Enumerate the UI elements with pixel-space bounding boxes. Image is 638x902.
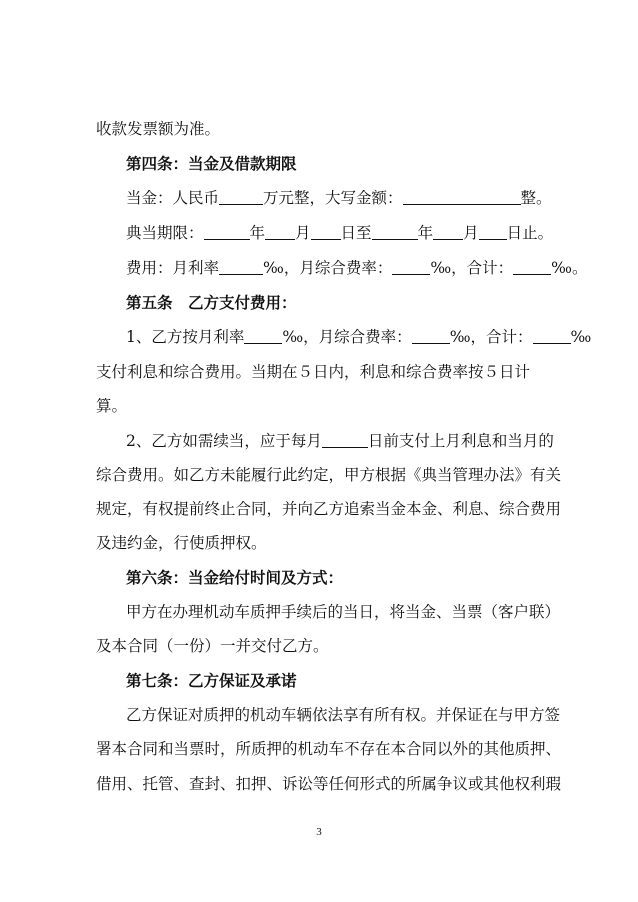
- amount-blank: [219, 188, 263, 205]
- article-7-line-1: 乙方保证对质押的机动车辆依法享有所有权。并保证在与甲方签: [126, 706, 561, 724]
- total-rate-blank: [513, 258, 551, 275]
- article-7-line-2: 署本合同和当票时，所质押的机动车不存在本合同以外的其他质押、: [96, 740, 562, 758]
- clause-1-line-3: 算。: [96, 397, 128, 415]
- total-rate-blank: [533, 327, 571, 344]
- article-6-heading: 第六条：当金给付时间及方式：: [126, 568, 344, 587]
- monthly-rate-blank: [219, 258, 263, 275]
- paragraph-line: 收款发票额为准。: [96, 120, 221, 138]
- article-7-line-3: 借用、托管、查封、扣押、诉讼等任何形式的所属争议或其他权利瑕: [96, 775, 562, 793]
- article-4-heading: 第四条：当金及借款期限: [126, 154, 297, 173]
- day-blank: [479, 223, 507, 240]
- fee-line: 费用：月利率 ‰，月综合费率： ‰，合计： ‰。: [126, 259, 588, 277]
- clause-1-line-1: 1、乙方按月利率 ‰，月综合费率： ‰，合计： ‰: [126, 328, 592, 346]
- clause-2-line-1: 2、乙方如需续当，应于每月 日前支付上月利息和当月的: [126, 432, 554, 450]
- clause-2-line-4: 及违约金，行使质押权。: [96, 534, 267, 552]
- monthly-rate-blank: [244, 327, 282, 344]
- day-blank: [311, 223, 341, 240]
- clause-2-line-3: 规定，有权提前终止合同，并向乙方追索当金本金、利息、综合费用: [96, 500, 562, 518]
- article-7-heading: 第七条：乙方保证及承诺: [126, 671, 297, 690]
- amount-words-blank: [403, 188, 521, 205]
- year-blank: [372, 223, 418, 240]
- clause-2-line-2: 综合费用。如乙方未能履行此约定，甲方根据《典当管理办法》有关: [96, 466, 562, 484]
- pawn-term-line: 典当期限： 年 月 日至 年 月 日止。: [126, 224, 554, 242]
- day-blank: [322, 431, 368, 448]
- month-blank: [433, 223, 463, 240]
- article-6-line-1: 甲方在办理机动车质押手续后的当日，将当金、当票（客户联）: [126, 603, 561, 621]
- page-number: 3: [316, 826, 322, 838]
- article-5-heading: 第五条 乙方支付费用：: [126, 293, 297, 312]
- clause-1-line-2: 支付利息和综合费用。当期在５日内，利息和综合费率按５日计: [96, 363, 531, 381]
- year-blank: [204, 223, 250, 240]
- month-blank: [265, 223, 295, 240]
- article-6-line-2: 及本合同（一份）一并交付乙方。: [96, 637, 329, 655]
- loan-amount-line: 当金：人民币 万元整，大写金额： 整。: [126, 189, 552, 207]
- composite-rate-blank: [392, 258, 430, 275]
- composite-rate-blank: [412, 327, 450, 344]
